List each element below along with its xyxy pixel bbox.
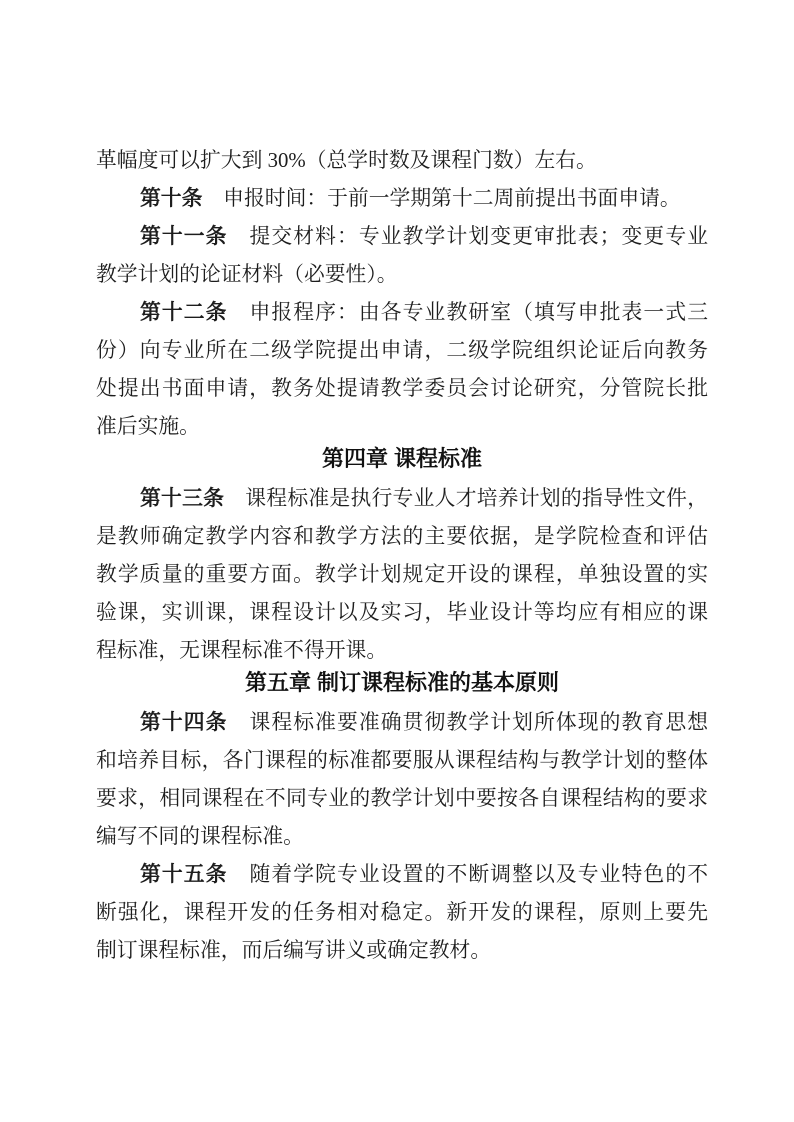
text-segment: 提交材料：专业教学计划变更审批表；变更专业 [227, 225, 709, 248]
text-line [96, 142, 708, 180]
text-segment: 验课，实训课，课程设计以及实习，毕业设计等均应有相应的课 [96, 601, 708, 624]
text-segment: 申报时间：于前一学期第十二周前提出书面申请。 [202, 187, 681, 210]
clause-number: 第十三条 [140, 487, 225, 510]
text-segment: 是教师确定教学内容和教学方法的主要依据，是学院检查和评估 [96, 525, 708, 548]
chapter-heading: 第四章 课程标准 [321, 446, 483, 471]
text-segment: 准后实施。 [96, 415, 200, 438]
text-line [96, 818, 708, 856]
text-line [96, 704, 708, 742]
clause-number: 第十四条 [140, 711, 228, 734]
text-segment: 编写不同的课程标准。 [96, 825, 304, 848]
text-segment: 份）向专业所在二级学院提出申请，二级学院组织论证后向教务 [96, 339, 708, 362]
text-line [96, 594, 708, 632]
clause-number: 第十五条 [140, 863, 228, 886]
text-segment: 教学计划的论证材料（必要性）。 [96, 263, 398, 286]
text-segment: 革幅度可以扩大到 30%（总学时数及课程门数）左右。 [96, 149, 597, 172]
text-segment: 程标准，无课程标准不得开课。 [96, 639, 388, 662]
text-line [96, 180, 708, 218]
text-line [96, 480, 708, 518]
text-line [96, 780, 708, 818]
text-segment: 和培养目标，各门课程的标准都要服从课程结构与教学计划的整体 [96, 749, 708, 772]
text-line [96, 294, 708, 332]
text-line [96, 218, 708, 256]
text-segment: 要求，相同课程在不同专业的教学计划中要按各自课程结构的要求 [96, 787, 708, 810]
text-line [96, 856, 708, 894]
text-line [96, 894, 708, 932]
text-column [96, 142, 708, 970]
clause-number: 第十条 [140, 187, 203, 210]
text-segment: 申报程序：由各专业教研室（填写申批表一式三 [227, 301, 709, 324]
text-segment: 教学质量的重要方面。教学计划规定开设的课程，单独设置的实 [96, 563, 708, 586]
text-segment: 随着学院专业设置的不断调整以及专业特色的不 [227, 863, 709, 886]
text-line [96, 556, 708, 594]
text-line [96, 518, 708, 556]
clause-number: 第十二条 [140, 301, 228, 324]
clause-number: 第十一条 [140, 225, 228, 248]
chapter-heading: 第五章 制订课程标准的基本原则 [244, 670, 560, 695]
text-line [96, 370, 708, 408]
text-line [96, 256, 708, 294]
text-line [96, 932, 708, 970]
text-segment: 课程标准要准确贯彻教学计划所体现的教育思想 [227, 711, 709, 734]
text-segment: 处提出书面申请，教务处提请教学委员会讨论研究，分管院长批 [96, 377, 708, 400]
text-segment: 课程标准是执行专业人才培养计划的指导性文件， [224, 487, 709, 510]
text-line [96, 332, 708, 370]
text-segment: 制订课程标准，而后编写讲义或确定教材。 [96, 939, 492, 962]
text-segment: 断强化，课程开发的任务相对稳定。新开发的课程，原则上要先 [96, 901, 708, 924]
text-line [96, 742, 708, 780]
